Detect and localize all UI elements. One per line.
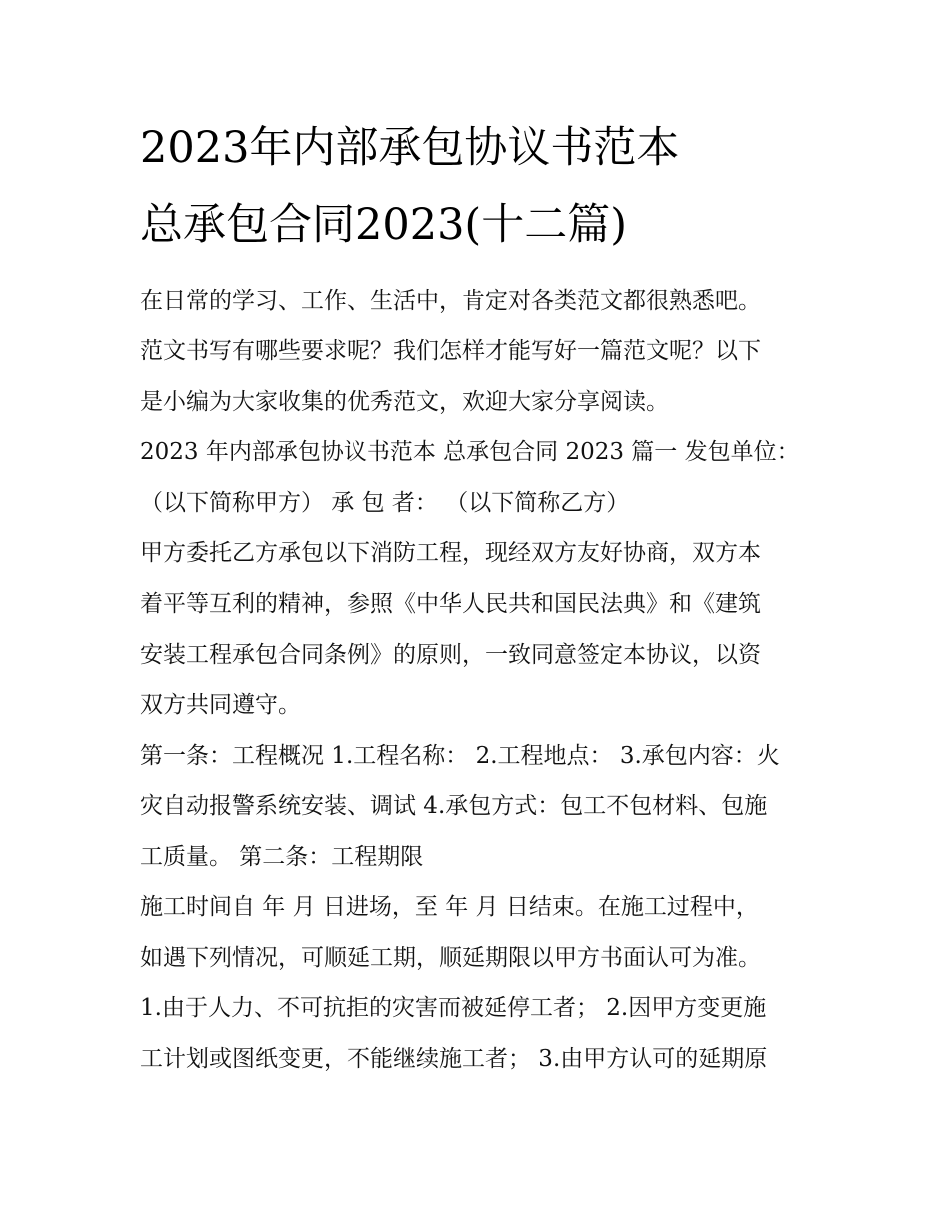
body-line: 范文书写有哪些要求呢？我们怎样才能写好一篇范文呢？以下 (140, 338, 761, 364)
document-title-line-2: 总承包合同2023(十二篇) (140, 200, 627, 250)
document-title-line-1: 2023年内部承包协议书范本 (140, 123, 680, 173)
body-line: 安装工程承包合同条例》的原则，一致同意签定本协议，以资 (140, 642, 761, 668)
body-line: 着平等互利的精神，参照《中华人民共和国民法典》和《建筑 (140, 591, 761, 617)
body-line: 1.由于人力、不可抗拒的灾害而被延停工者； 2.因甲方变更施 (140, 995, 767, 1021)
body-line: 工计划或图纸变更，不能继续施工者； 3.由甲方认可的延期原 (140, 1046, 768, 1072)
body-line: 施工时间自 年 月 日进场，至 年 月 日结束。在施工过程中， (140, 894, 759, 920)
body-line: （以下简称甲方） 承 包 者： （以下简称乙方） (140, 490, 630, 516)
body-line: 是小编为大家收集的优秀范文，欢迎大家分享阅读。 (140, 389, 669, 415)
body-line: 双方共同遵守。 (140, 692, 301, 718)
body-line: 第一条：工程概况 1.工程名称： 2.工程地点： 3.承包内容：火 (140, 743, 780, 769)
body-line: 工质量。 第二条：工程期限 (140, 844, 424, 870)
body-line: 在日常的学习、工作、生活中，肯定对各类范文都很熟悉吧。 (140, 288, 761, 314)
body-line: 甲方委托乙方承包以下消防工程，现经双方友好协商，双方本 (140, 540, 761, 566)
body-line: 2023 年内部承包协议书范本 总承包合同 2023 篇一 发包单位： (140, 439, 800, 465)
body-line: 灾自动报警系统安装、调试 4.承包方式：包工不包材料、包施 (140, 793, 768, 819)
body-line: 如遇下列情况，可顺延工期，顺延期限以甲方书面认可为准。 (140, 945, 761, 971)
